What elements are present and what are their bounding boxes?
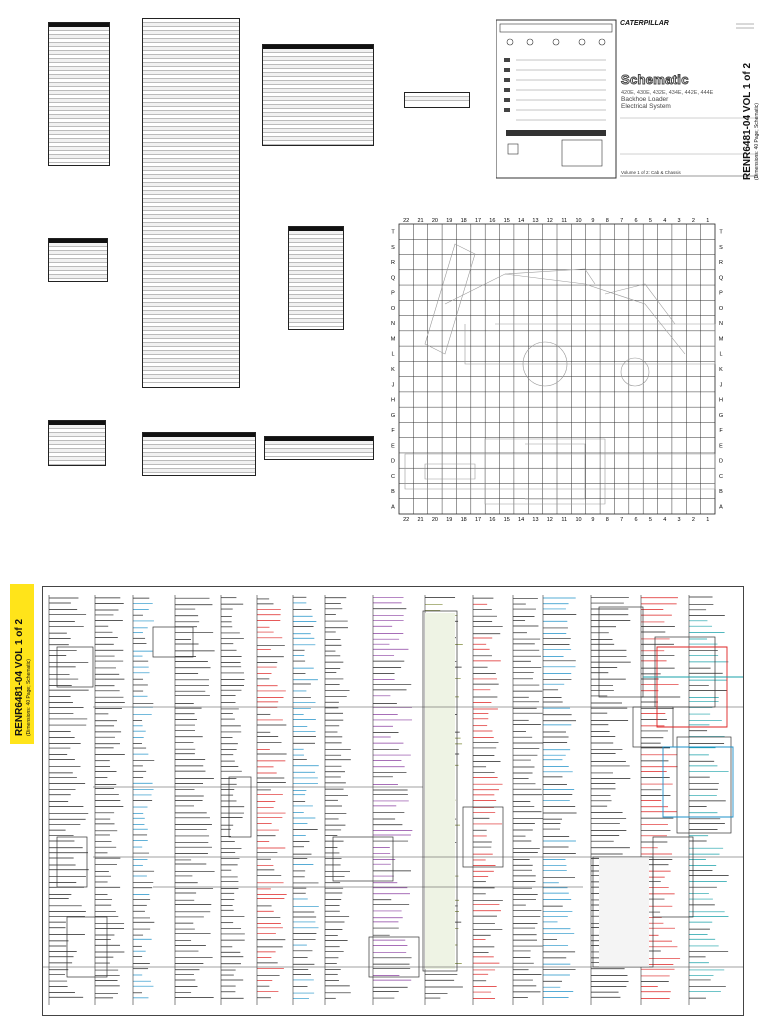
grid-row-label-left: Q bbox=[390, 275, 396, 282]
component-locator-grid bbox=[385, 214, 729, 528]
grid-row-label-left: P bbox=[391, 290, 395, 297]
small-table-4 bbox=[264, 436, 374, 460]
component-table-1 bbox=[48, 22, 110, 166]
grid-row-label-left: C bbox=[391, 473, 395, 480]
connector-shade bbox=[599, 857, 649, 967]
grid-row-label-left: O bbox=[390, 305, 396, 312]
document-number-tab bbox=[10, 584, 34, 744]
grid-col-label-top: 10 bbox=[575, 218, 582, 224]
grid-row-label-left: H bbox=[391, 397, 395, 404]
grid-row-label-right: K bbox=[719, 367, 723, 373]
grid-row-label-right: H bbox=[719, 397, 723, 404]
grid-row-label-right: B bbox=[719, 489, 723, 496]
grid-row-label-left: J bbox=[391, 382, 395, 389]
table-row bbox=[265, 453, 373, 457]
grid-col-label-bottom: 12 bbox=[546, 517, 553, 523]
grid-col-label-top: 17 bbox=[474, 218, 482, 224]
grid-col-label-top: 5 bbox=[648, 218, 652, 224]
grid-col-label-bottom: 5 bbox=[648, 517, 652, 523]
grid-col-label-bottom: 19 bbox=[446, 517, 453, 523]
harness-loop bbox=[657, 647, 727, 727]
grid-row-label-right: J bbox=[719, 382, 723, 389]
schematic-canvas bbox=[43, 587, 743, 1015]
front-wheel bbox=[621, 358, 649, 386]
grid-col-label-top: 18 bbox=[460, 218, 467, 224]
machine-outline bbox=[525, 444, 585, 499]
grid-row-label-right: T bbox=[719, 229, 723, 236]
machine-outline bbox=[505, 269, 595, 284]
electrical-schematic bbox=[42, 586, 744, 1016]
grid-col-label-top: 12 bbox=[546, 218, 553, 224]
table-row bbox=[263, 141, 373, 145]
grid-row-label-left: M bbox=[390, 336, 396, 343]
component-block bbox=[369, 937, 419, 977]
grid-col-label-bottom: 22 bbox=[403, 517, 410, 523]
grid-row-label-left: F bbox=[391, 428, 395, 435]
schematic-title: Schematic bbox=[621, 72, 689, 87]
grid-canvas bbox=[385, 214, 729, 528]
grid-col-label-bottom: 13 bbox=[532, 517, 539, 523]
grid-col-label-bottom: 7 bbox=[620, 517, 624, 523]
grid-col-label-bottom: 17 bbox=[474, 517, 482, 523]
grid-col-label-bottom: 2 bbox=[691, 517, 695, 523]
grid-col-label-top: 8 bbox=[605, 218, 609, 224]
grid-col-label-bottom: 18 bbox=[460, 517, 467, 523]
grid-row-label-left: G bbox=[390, 412, 396, 419]
component-block bbox=[463, 807, 503, 867]
grid-col-label-top: 15 bbox=[503, 218, 510, 224]
grid-col-label-bottom: 8 bbox=[605, 517, 609, 523]
grid-row-label-left: K bbox=[391, 367, 395, 373]
machine-outline bbox=[605, 284, 675, 324]
grid-row-label-right: O bbox=[718, 305, 724, 312]
grid-col-label-top: 22 bbox=[403, 218, 410, 224]
grid-row-label-left: B bbox=[391, 489, 395, 496]
grid-row-label-right: S bbox=[719, 244, 723, 251]
grid-row-label-left: S bbox=[391, 244, 395, 251]
grid-col-label-bottom: 11 bbox=[561, 517, 568, 523]
tab-doc-number: RENR6481-04 VOL 1 of 2 bbox=[14, 618, 25, 736]
wire-table bbox=[262, 44, 374, 146]
component-block bbox=[57, 837, 87, 887]
small-table-2 bbox=[288, 226, 344, 330]
component-table-3 bbox=[48, 420, 106, 466]
grid-col-label-top: 13 bbox=[532, 218, 539, 224]
grid-col-label-top: 21 bbox=[417, 218, 424, 224]
grid-col-label-top: 7 bbox=[620, 218, 624, 224]
grid-row-label-right: C bbox=[719, 473, 723, 480]
grid-row-label-right: A bbox=[719, 504, 723, 511]
grid-row-label-right: Q bbox=[718, 275, 724, 282]
grid-row-label-right: N bbox=[719, 321, 723, 328]
brand-logo: CATERPILLAR bbox=[620, 20, 669, 27]
grid-col-label-bottom: 9 bbox=[591, 517, 595, 523]
machine-side-view bbox=[425, 244, 715, 386]
grid-col-label-top: 16 bbox=[489, 218, 496, 224]
grid-col-label-top: 19 bbox=[446, 218, 453, 224]
table-row bbox=[49, 461, 105, 465]
doc-number-label: RENR6481-04 VOL 1 of 2 bbox=[742, 62, 753, 180]
grid-col-label-bottom: 16 bbox=[489, 517, 496, 523]
component-block bbox=[67, 917, 107, 977]
grid-row-label-right: M bbox=[718, 336, 724, 343]
grid-col-label-top: 2 bbox=[691, 218, 695, 224]
tab-doc-sub: (Dimensions: 40 Page; Schematic) bbox=[26, 659, 32, 736]
doc-number-sub: (Dimensions: 40 Page; Schematic) bbox=[754, 103, 760, 180]
doc-number-vertical bbox=[742, 30, 764, 180]
grid-row-label-left: A bbox=[391, 504, 395, 511]
grid-row-label-left: N bbox=[391, 321, 395, 328]
grid-col-label-top: 11 bbox=[561, 218, 568, 224]
grid-col-label-bottom: 14 bbox=[518, 517, 525, 523]
grid-row-label-left: R bbox=[391, 260, 395, 267]
grid-col-label-bottom: 21 bbox=[417, 517, 424, 523]
grid-col-label-bottom: 10 bbox=[575, 517, 582, 523]
grid-row-label-right: L bbox=[719, 351, 723, 358]
subtitle-line-2: Electrical System bbox=[621, 103, 671, 110]
grid-row-label-left: T bbox=[391, 229, 395, 236]
connector-table bbox=[142, 18, 240, 388]
grid-col-label-top: 20 bbox=[431, 218, 438, 224]
grid-col-label-top: 14 bbox=[518, 218, 525, 224]
machine-outline bbox=[445, 274, 685, 354]
grid-row-label-left: E bbox=[391, 443, 395, 450]
grid-col-label-bottom: 15 bbox=[503, 517, 510, 523]
component-table-2 bbox=[48, 238, 108, 282]
grid-col-label-top: 1 bbox=[706, 218, 710, 224]
subtitle-line-1: Backhoe Loader bbox=[621, 96, 669, 103]
machine-outline bbox=[425, 244, 475, 354]
grid-col-label-bottom: 20 bbox=[431, 517, 438, 523]
table-row bbox=[49, 275, 107, 279]
model-list: 420E, 430E, 432E, 434E, 442E, 444E bbox=[621, 90, 714, 96]
table-row bbox=[405, 97, 469, 101]
machine-outline bbox=[465, 324, 715, 364]
grid-row-label-left: L bbox=[391, 351, 395, 358]
grid-row-label-right: G bbox=[718, 412, 724, 419]
grid-row-label-right: F bbox=[719, 428, 723, 435]
grid-row-label-right: D bbox=[719, 458, 723, 465]
machine-outline bbox=[425, 464, 475, 479]
table-row bbox=[143, 469, 255, 473]
grid-row-label-right: P bbox=[719, 290, 723, 297]
subtitle bbox=[621, 96, 671, 110]
grid-col-label-bottom: 1 bbox=[706, 517, 710, 523]
grid-col-label-bottom: 4 bbox=[663, 517, 667, 523]
small-table-3 bbox=[142, 432, 256, 476]
table-row bbox=[49, 159, 109, 163]
grid-col-label-top: 4 bbox=[663, 218, 667, 224]
grid-row-label-right: E bbox=[719, 443, 723, 450]
grid-col-label-top: 9 bbox=[591, 218, 595, 224]
grid-row-label-right: R bbox=[719, 260, 723, 267]
component-block bbox=[655, 637, 715, 707]
grid-col-label-bottom: 3 bbox=[677, 517, 681, 523]
component-block bbox=[153, 627, 193, 657]
connector-shade bbox=[425, 613, 455, 969]
small-table-1 bbox=[404, 92, 470, 108]
machine-top-view bbox=[405, 439, 715, 504]
table-row bbox=[289, 323, 343, 327]
grid-col-label-bottom: 6 bbox=[634, 517, 638, 523]
table-row bbox=[143, 379, 239, 383]
machine-outline bbox=[485, 439, 605, 504]
grid-col-label-top: 6 bbox=[634, 218, 638, 224]
volume-note: Volume 1 of 2: Cab & Chassis bbox=[621, 170, 681, 175]
machine-outline bbox=[405, 454, 715, 489]
grid-row-label-left: D bbox=[391, 458, 395, 465]
grid-col-label-top: 3 bbox=[677, 218, 681, 224]
